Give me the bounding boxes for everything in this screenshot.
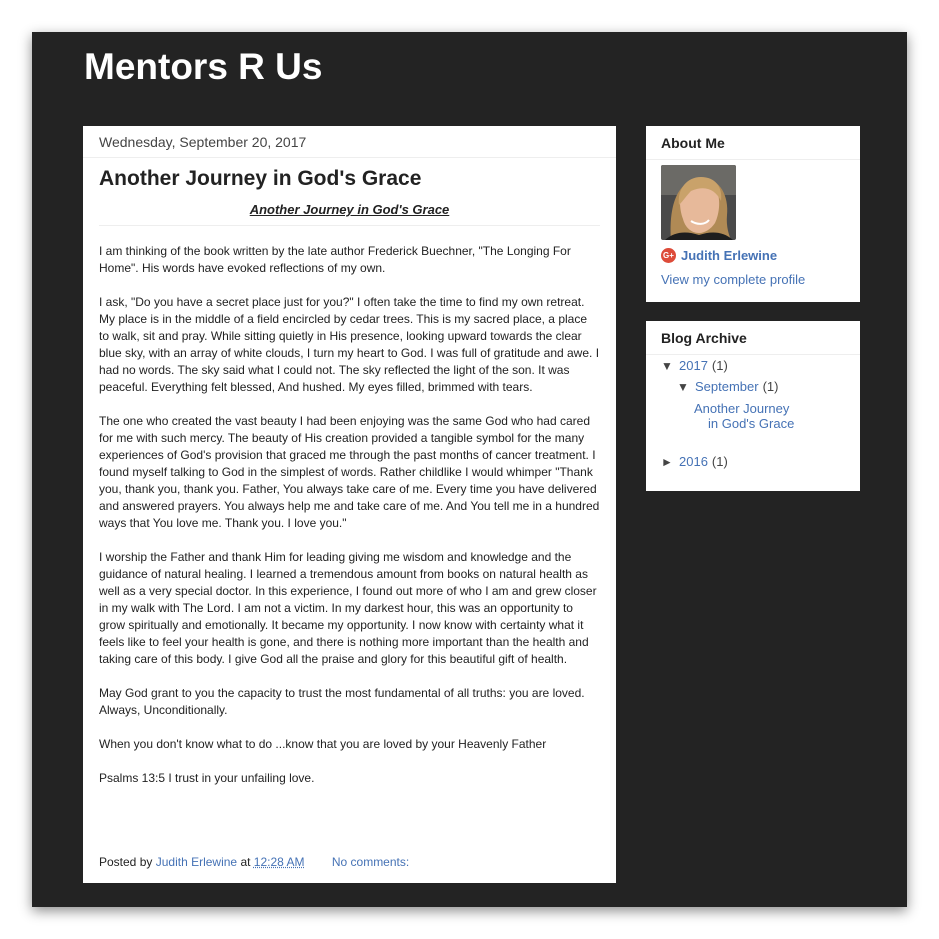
expand-toggle-icon[interactable]: ▼ bbox=[677, 379, 689, 394]
archive-count: (1) bbox=[762, 379, 779, 394]
view-profile-link[interactable]: View my complete profile bbox=[661, 272, 806, 287]
post-paragraph: The one who created the vast beauty I had been enjoying was the same God who had cared for me with such mercy. The beauty of His creation provided a tangible symbol for the many experiences of God's provision that graced me through the past months of cancer treatment. I found myself talking to God in the simplest of words. Rather childlike I would whimper "Thank you, thank you, thank you. Father, You always take care of me. Every time you have delivered and answered prayers. You always help me and take care of me. And You tell me in a hundred ways that You love me. Thank you. I love you." bbox=[99, 414, 600, 530]
post-paragraph: Psalms 13:5 I trust in your unfailing love. bbox=[99, 771, 315, 785]
post-title: Another Journey in God's Grace bbox=[99, 167, 422, 190]
archive-year-2016 bbox=[661, 454, 728, 469]
author-line bbox=[661, 247, 777, 263]
post-paragraph: May God grant to you the capacity to trust the most fundamental of all truths: you are loved. Always, Unconditionally. bbox=[99, 686, 585, 717]
post-paragraph: I ask, "Do you have a secret place just for you?" I often take the time to find my own retreat. My place is in the middle of a field encircled by cedar trees. This is my sacred place, a place to walk, sit and pray. While sitting quietly in His presence, looking upward towards the clear blue sky, with an array of white clouds, I turn my heart to God. I was full of gratitude and awe. I had no words. The sky said what I could not. The sky reflected the light of the son. It was peaceful. Everything felt blessed, And hushed. My eyes filled, brimmed with tears. bbox=[99, 295, 600, 394]
archive-month-september bbox=[677, 379, 778, 394]
blog-archive-title: Blog Archive bbox=[646, 321, 860, 355]
post-paragraph: I worship the Father and thank Him for leading giving me wisdom and knowledge and the guidance of natural healing. I learned a tremendous amount from books on natural health as well as a very special doctor. In this experience, I found out more of who I am and grew closer in my walk with The Lord. I am not a victim. In my darkest hour, this was an opportunity to grow spiritually and emotionally. It became my opportunity. I now know with certainty what it feels like to feel your health is gone, and there is nothing more important than the health and taking care of this body. I give God all the praise and glory for this beautiful gift of health. bbox=[99, 550, 597, 666]
archive-year-2017 bbox=[661, 358, 728, 373]
post-subheading: Another Journey in God's Grace bbox=[99, 199, 600, 226]
about-author-link[interactable]: Judith Erlewine bbox=[681, 247, 778, 263]
about-me-title: About Me bbox=[646, 126, 860, 160]
comments-link[interactable]: No comments: bbox=[331, 855, 410, 869]
about-me-widget bbox=[646, 126, 860, 302]
google-plus-icon: G+ bbox=[661, 248, 676, 263]
page-frame bbox=[32, 32, 907, 907]
archive-post-line2: in God's Grace bbox=[708, 416, 795, 431]
archive-year-link[interactable]: 2016 bbox=[679, 454, 708, 469]
at-label: at bbox=[240, 855, 251, 869]
post-timestamp-link[interactable]: 12:28 AM bbox=[253, 855, 305, 869]
post-footer bbox=[99, 855, 409, 869]
post-author-link[interactable]: Judith Erlewine bbox=[155, 855, 238, 869]
post-paragraph: When you don't know what to do ...know that you are loved by your Heavenly Father bbox=[99, 737, 547, 751]
posted-by-label: Posted by bbox=[99, 855, 153, 869]
site-title[interactable]: Mentors R Us bbox=[84, 46, 323, 87]
collapse-toggle-icon[interactable]: ► bbox=[661, 454, 673, 469]
post-paragraph: I am thinking of the book written by the late author Frederick Buechner, "The Longing For Home". His words have evoked reflections of my own. bbox=[99, 244, 571, 275]
archive-year-link[interactable]: 2017 bbox=[679, 358, 708, 373]
expand-toggle-icon[interactable]: ▼ bbox=[661, 358, 673, 373]
profile-photo[interactable] bbox=[661, 165, 736, 240]
post-body bbox=[83, 199, 616, 787]
post-date: Wednesday, September 20, 2017 bbox=[83, 126, 616, 158]
archive-post-line1: Another Journey bbox=[694, 401, 790, 416]
archive-month-link[interactable]: September bbox=[695, 379, 759, 394]
archive-count: (1) bbox=[711, 454, 728, 469]
archive-count: (1) bbox=[711, 358, 728, 373]
blog-archive-widget bbox=[646, 321, 860, 491]
post-container bbox=[83, 126, 616, 883]
archive-post-link[interactable] bbox=[694, 401, 814, 431]
